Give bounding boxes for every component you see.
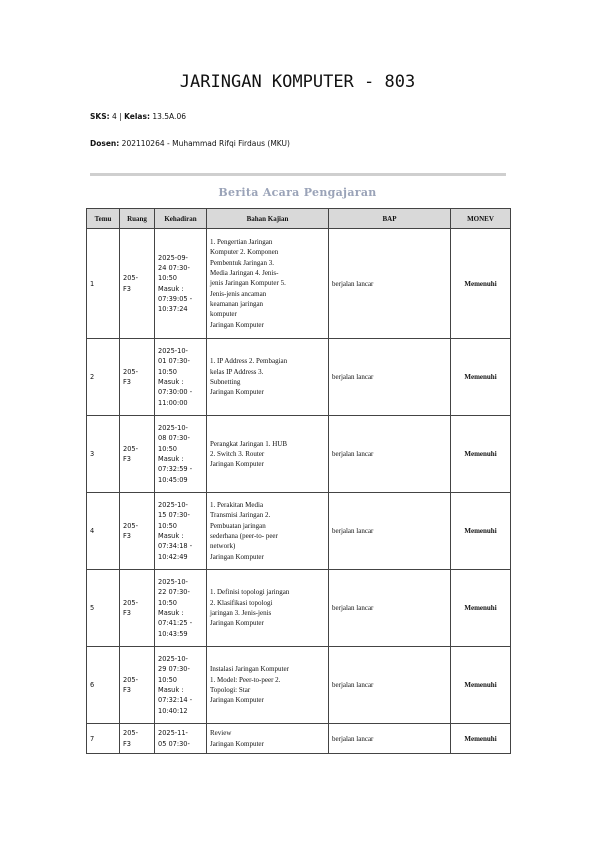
bahan-line: 1. IP Address 2. Pembagian <box>210 357 288 366</box>
cell-bahan-kajian <box>207 229 329 339</box>
kehadiran-line: 10:50 <box>158 444 178 453</box>
ruang-line: 205- <box>123 367 138 376</box>
kehadiran-line: 10:43:59 <box>158 629 188 638</box>
kehadiran-line: 15 07:30- <box>158 511 190 520</box>
bahan-line: Komputer 2. Komponen <box>210 248 279 257</box>
bahan-line: Jaringan Komputer <box>210 388 264 397</box>
kehadiran-line: Masuk : <box>158 532 184 540</box>
cell-bahan-kajian <box>207 339 329 416</box>
kehadiran-line: 10:50 <box>158 598 178 607</box>
cell-temu: 6 <box>87 647 120 724</box>
kehadiran-line: Masuk : <box>158 686 184 694</box>
cell-ruang <box>120 493 155 570</box>
kehadiran-line: Masuk : <box>158 378 184 386</box>
kehadiran-line: 29 07:30- <box>158 665 190 674</box>
table-row <box>87 493 511 570</box>
kehadiran-line: 10:50 <box>158 675 178 684</box>
kehadiran-line: Masuk : <box>158 284 184 293</box>
kehadiran-line: 2025-10- <box>158 655 188 664</box>
teaching-report-table <box>86 208 511 754</box>
bahan-line: Media Jaringan 4. Jenis- <box>210 269 279 278</box>
bahan-line: Subnetting <box>210 378 241 386</box>
kehadiran-line: 22 07:30- <box>158 588 190 597</box>
cell-bap: berjalan lancar <box>329 570 451 647</box>
cell-bap: berjalan lancar <box>329 647 451 724</box>
ruang-line: 205- <box>123 598 138 607</box>
bahan-line: Jaringan Komputer <box>210 552 264 561</box>
dosen-label: Dosen: <box>90 139 120 148</box>
cell-temu: 4 <box>87 493 120 570</box>
header-kehadiran: Kehadiran <box>155 209 207 229</box>
course-meta <box>90 112 186 121</box>
cell-ruang <box>120 724 155 754</box>
kehadiran-line: 2025-11- <box>158 729 188 738</box>
table-row <box>87 229 511 339</box>
cell-monev: Memenuhi <box>451 724 511 754</box>
cell-ruang <box>120 416 155 493</box>
kehadiran-line: Masuk : <box>158 455 184 463</box>
cell-kehadiran <box>155 570 207 647</box>
bahan-line: 1. Model: Peer-to-peer 2. <box>210 675 281 684</box>
cell-kehadiran <box>155 647 207 724</box>
bahan-line: Review <box>210 729 232 738</box>
ruang-line: F3 <box>123 609 131 617</box>
cell-ruang <box>120 570 155 647</box>
kehadiran-line: 10:40:12 <box>158 706 188 715</box>
bahan-line: Pembentuk Jaringan 3. <box>210 258 274 267</box>
cell-kehadiran <box>155 493 207 570</box>
bahan-line: Jaringan Komputer <box>210 460 264 469</box>
cell-kehadiran <box>155 229 207 339</box>
cell-temu: 5 <box>87 570 120 647</box>
bahan-line: Jenis-jenis ancaman <box>210 289 267 298</box>
kehadiran-line: 24 07:30- <box>158 263 190 272</box>
cell-ruang <box>120 647 155 724</box>
table-row <box>87 339 511 416</box>
cell-bap: berjalan lancar <box>329 493 451 570</box>
bahan-line: 1. Definisi topologi jaringan <box>210 588 290 597</box>
ruang-line: 205- <box>123 444 138 453</box>
bahan-line: network) <box>210 542 236 551</box>
page-title: JARINGAN KOMPUTER - 803 <box>179 72 416 92</box>
kehadiran-line: 07:39:05 - <box>158 294 193 303</box>
kehadiran-line: 08 07:30- <box>158 434 190 443</box>
bahan-line: jenis Jaringan Komputer 5. <box>210 279 286 288</box>
kehadiran-line: 10:50 <box>158 274 178 283</box>
kehadiran-line: 07:34:18 - <box>158 542 193 551</box>
bahan-line: 2. Switch 3. Router <box>210 449 265 458</box>
cell-bahan-kajian <box>207 493 329 570</box>
kelas-label: Kelas: <box>124 112 150 121</box>
header-bap: BAP <box>329 209 451 229</box>
section-title: Berita Acara Pengajaran <box>218 186 377 199</box>
meta-separator: | <box>116 112 125 121</box>
kehadiran-line: 07:32:59 - <box>158 465 193 474</box>
cell-temu: 7 <box>87 724 120 754</box>
bahan-line: 2. Klasifikasi topologi <box>210 598 273 607</box>
lecturer-meta <box>90 139 290 148</box>
bahan-line: Jaringan Komputer <box>210 320 264 329</box>
kehadiran-line: 07:32:14 - <box>158 696 193 705</box>
kehadiran-line: Masuk : <box>158 609 184 617</box>
table-row <box>87 570 511 647</box>
cell-bap: berjalan lancar <box>329 724 451 754</box>
kehadiran-line: 01 07:30- <box>158 357 190 366</box>
table-body <box>87 229 511 754</box>
bahan-line: Jaringan Komputer <box>210 696 264 705</box>
cell-monev: Memenuhi <box>451 339 511 416</box>
kehadiran-line: 10:50 <box>158 367 178 376</box>
header-ruang: Ruang <box>120 209 155 229</box>
cell-kehadiran <box>155 339 207 416</box>
kehadiran-line: 11:00:00 <box>158 398 188 407</box>
cell-bahan-kajian <box>207 647 329 724</box>
header-monev: MONEV <box>451 209 511 229</box>
ruang-line: F3 <box>123 284 131 293</box>
header-temu: Temu <box>87 209 120 229</box>
kehadiran-line: 10:50 <box>158 521 178 530</box>
cell-ruang <box>120 339 155 416</box>
bahan-line: 1. Perakitan Media <box>210 501 264 510</box>
bahan-line: sederhana (peer-to- peer <box>210 532 278 540</box>
bahan-line: Perangkat Jaringan 1. HUB <box>210 439 287 448</box>
cell-monev: Memenuhi <box>451 229 511 339</box>
bahan-line: Instalasi Jaringan Komputer <box>210 665 289 674</box>
cell-bahan-kajian <box>207 724 329 754</box>
kehadiran-line: 2025-09- <box>158 253 188 262</box>
kehadiran-line: 07:30:00 - <box>158 388 193 397</box>
cell-monev: Memenuhi <box>451 416 511 493</box>
divider <box>90 173 506 176</box>
cell-ruang <box>120 229 155 339</box>
kehadiran-line: 10:37:24 <box>158 305 188 314</box>
cell-temu: 3 <box>87 416 120 493</box>
kehadiran-line: 2025-10- <box>158 578 188 587</box>
kehadiran-line: 07:41:25 - <box>158 619 193 628</box>
cell-monev: Memenuhi <box>451 647 511 724</box>
kelas-value: 13.5A.06 <box>152 112 186 121</box>
cell-monev: Memenuhi <box>451 493 511 570</box>
table-row <box>87 647 511 724</box>
kehadiran-line: 2025-10- <box>158 347 188 356</box>
ruang-line: 205- <box>123 675 138 684</box>
bahan-line: Jaringan Komputer <box>210 739 264 748</box>
sks-value: 4 <box>112 112 117 121</box>
cell-monev: Memenuhi <box>451 570 511 647</box>
kehadiran-line: 10:42:49 <box>158 552 188 561</box>
kehadiran-line: 2025-10- <box>158 501 188 510</box>
ruang-line: 205- <box>123 729 138 738</box>
bahan-line: komputer <box>210 310 237 319</box>
header-bahan-kajian: Bahan Kajian <box>207 209 329 229</box>
kehadiran-line: 10:45:09 <box>158 475 188 484</box>
cell-kehadiran <box>155 724 207 754</box>
table-row <box>87 724 511 754</box>
cell-bahan-kajian <box>207 416 329 493</box>
kehadiran-line: 2025-10- <box>158 424 188 433</box>
ruang-line: F3 <box>123 739 131 748</box>
bahan-line: keamanan jaringan <box>210 299 264 308</box>
bahan-line: kelas IP Address 3. <box>210 367 264 376</box>
sks-label: SKS: <box>90 112 110 121</box>
cell-bahan-kajian <box>207 570 329 647</box>
bahan-line: Transmisi Jaringan 2. <box>210 511 271 520</box>
cell-bap: berjalan lancar <box>329 416 451 493</box>
ruang-line: F3 <box>123 532 131 540</box>
ruang-line: F3 <box>123 378 131 386</box>
ruang-line: F3 <box>123 455 131 463</box>
cell-temu: 1 <box>87 229 120 339</box>
bahan-line: 1. Pengertian Jaringan <box>210 238 273 247</box>
cell-temu: 2 <box>87 339 120 416</box>
bahan-line: Pembuatan jaringan <box>210 521 266 530</box>
bahan-line: Topologi: Star <box>210 686 251 694</box>
kehadiran-line: 05 07:30- <box>158 739 190 748</box>
cell-bap: berjalan lancar <box>329 339 451 416</box>
dosen-value: 202110264 - Muhammad Rifqi Firdaus (MKU) <box>121 139 290 148</box>
cell-bap: berjalan lancar <box>329 229 451 339</box>
bahan-line: jaringan 3. Jenis-jenis <box>210 609 272 617</box>
ruang-line: F3 <box>123 686 131 694</box>
table-row <box>87 416 511 493</box>
cell-kehadiran <box>155 416 207 493</box>
table-header-row <box>87 209 511 229</box>
bahan-line: Jaringan Komputer <box>210 619 264 628</box>
ruang-line: 205- <box>123 521 138 530</box>
ruang-line: 205- <box>123 274 138 283</box>
